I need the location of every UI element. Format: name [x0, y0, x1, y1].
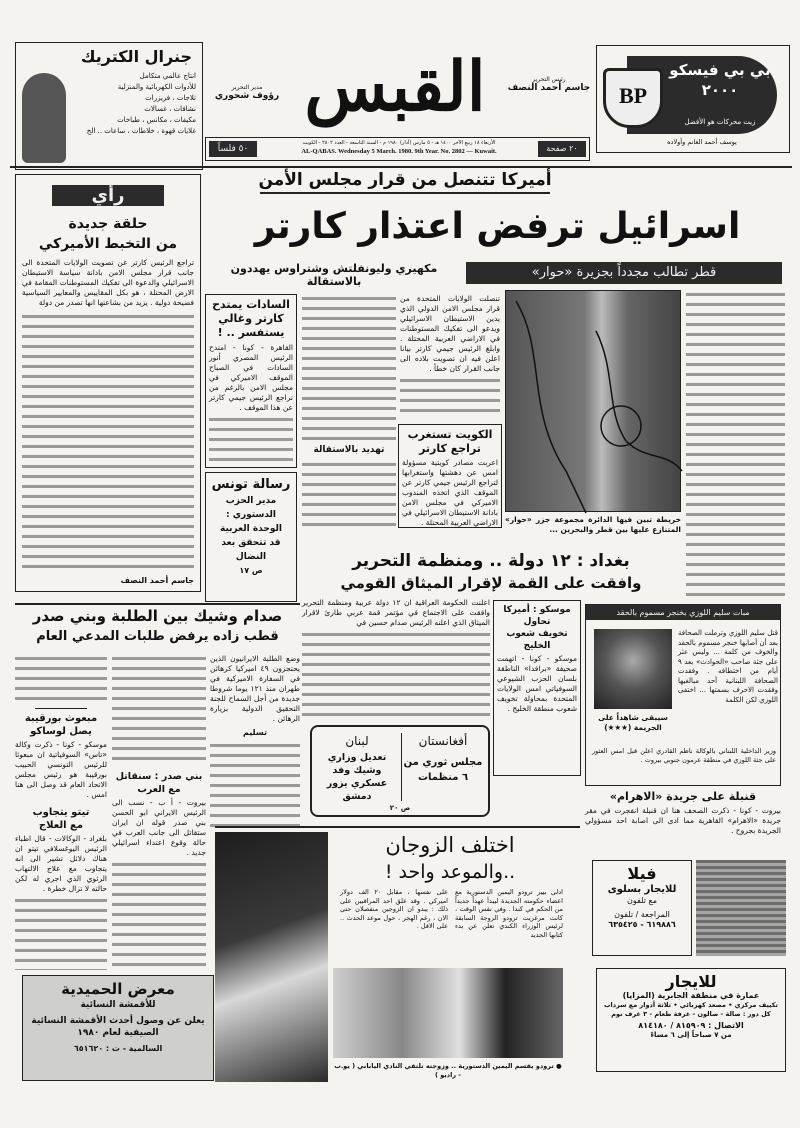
main-headline: اسرائيل ترفض اعتذار كارتر — [254, 206, 741, 247]
resign-body — [302, 460, 396, 528]
box-page-ref[interactable]: ص ٢٠ — [389, 804, 411, 812]
baghdad-body: اعلنت الحكومة العراقية ان ١٢ دولة عربية ومنظمة التحرير وافقت على الاجتماع في مؤتمر قمة عربي طارئ لاقرار الميثاق الذي اعلنه الرئيس صدام حسين في — [302, 598, 490, 627]
tunis-line: الدستوري : — [226, 510, 276, 520]
map-image — [505, 290, 681, 512]
sadat-body: القاهرة - كونا - امتدح الرئيس المصري أنور السادات في الصباح الموقف الاميركي في مجلس الامن بالرغم من تراجع الرئيس جيمي كارتر عن هذا الموقف . — [209, 343, 293, 412]
lease-phones: الاتصال : ٨١٥٩٠٩ / ٨١٤١٨٠ — [638, 1021, 744, 1030]
middle-left-column — [112, 654, 206, 970]
villa-line-2: مع تلفون — [626, 896, 657, 905]
ge-mascot-icon — [22, 73, 66, 163]
managing-editor-label: مدير التحرير — [231, 84, 263, 91]
lawzi-photo-caption: سيبقى شاهداً على الجريمة (★★★) — [598, 713, 668, 732]
kicker-headline: أميركا تتنصل من قرار مجلس الأمن — [258, 170, 552, 190]
couple-body-2: على نفسها ، مقابل ٢٠ الف دولار اميركي . وقد علق احد المراقبين على ذلك : يبدو ان الزوجين منفصلان حتى الان ، رغم الهجر ، حول موعد الحدث .. على الاقل . — [340, 888, 449, 930]
couple-body-1: ادلى بيير ترودو اليمين الدستورية مع اعضاء حكومته الجديدة ليبدأ عهداً جديداً من الحكم في كندا . وفي نفس الوقت ، كانت مرغريت ترودو الزوجة السابقة لرئيس الوزراء الكندي تعلن عن بدء كتابها الجديد — [455, 888, 563, 939]
editorial-box — [15, 174, 201, 592]
saddam-col-3 — [15, 654, 107, 704]
kuwait-headline-2: تراجع كارتر — [419, 442, 481, 455]
sadat-story — [205, 294, 297, 468]
editorial-label: رأي — [52, 185, 164, 206]
villa-contact-label: المراجعة / تلفون — [614, 910, 670, 919]
newspaper-logo: القبس — [304, 47, 486, 127]
lease-title: للايجار — [665, 972, 717, 991]
bourguiba-body: موسكو - كونا - ذكرت وكالة «تاس» السوفياتية ان مبعوثا للرئيس التونسي الحبيب بورقيبة هو رئيس مجلس الاتحاد العام قد وصل الى هنا امس . — [15, 740, 107, 799]
bourguiba-headline-2: يصل لوساكو — [30, 726, 92, 737]
ad-villa — [592, 860, 692, 956]
qatar-banner: قطر تطالب مجدداً بجزيرة «حوار» — [466, 262, 782, 284]
saddam-col-4 — [112, 654, 206, 764]
price-badge: ٥٠ فلساً — [209, 141, 257, 157]
hamidiya-line-1: يعلن عن وصول أحدث الأقمشة النسائية — [31, 1016, 205, 1026]
ad-ge-line: نشافات ، غسالات — [144, 105, 196, 113]
managing-editor-name: رؤوف شحوري — [214, 91, 280, 101]
tunis-line: الوحدة العربية — [220, 524, 282, 534]
tunis-box — [205, 472, 297, 602]
trudeau-photo — [333, 968, 563, 1058]
ad-ge-line: غلايات قهوة ، خلاطات ، ساعات .. الخ — [86, 127, 196, 135]
sadat-body-continued — [209, 415, 293, 464]
afghan-lebanon-box — [310, 725, 490, 817]
bp-shield-logo: BP — [603, 68, 663, 128]
managing-editor — [208, 84, 286, 101]
hamidiya-line-2: الصيفية لعام ١٩٨٠ — [77, 1028, 159, 1038]
lease-line-2: تكييف مركزي • مصعد كهربائي • ثلاثة أدوار مع سرداب — [604, 1001, 778, 1009]
saddam-col-2 — [210, 741, 300, 828]
surrender-subhead: تسليم — [243, 728, 267, 737]
left-column — [15, 654, 107, 970]
baghdad-headline-1: بغداد : ١٢ دولة .. ومنظمة التحرير — [352, 551, 630, 571]
baghdad-headline-2: وافقت على القمة لإقرار الميثاق القومي — [340, 574, 642, 592]
afghanistan-title: أفغانستان — [418, 734, 468, 748]
couple-headline-1: اختلف الزوجان — [385, 833, 515, 857]
editor-in-chief — [505, 76, 593, 93]
lawzi-photo — [594, 629, 672, 709]
hamidiya-title: معرض الحميدية — [61, 980, 175, 998]
ad-ge-line: مكيفات ، مكانس ، طباخات — [117, 116, 196, 124]
dateline-bar — [205, 137, 590, 161]
villa-phones: ٦١٩٨٨٦ - ٦٣٥٤٢٥ — [608, 920, 676, 929]
kuwait-headline-1: الكويت تستغرب — [407, 428, 493, 441]
saddam-headline-2: قطب زاده يرفض طلبات المدعي العام — [36, 629, 279, 644]
lawzi-banner: مبات سليم اللوزي بخنجر مسموم بالحقد — [586, 605, 780, 620]
tunis-line: النضال — [235, 552, 267, 562]
banisadr-headline-1: بني صدر : سنقاتل — [115, 771, 203, 782]
subheadline: مكهيري وليونفلتش وشتراوس يهددون بالاستقالة — [230, 262, 438, 288]
lease-line-3: كل دور : صالة - صالون - غرفة طعام - ٣ غرف نوم — [611, 1009, 771, 1018]
editorial-title-1: حلقة جديدة — [68, 216, 148, 232]
ahram-body: بيروت - كونا - ذكرت الصحف هنا ان قنبلة انفجرت في مقر جريدة «الاهرام» القاهرية مما ادى الى اصابة احد مسؤولي الجريدة بجروح . — [585, 806, 781, 835]
tito-body-continued — [15, 896, 107, 970]
section-rule — [15, 603, 300, 605]
couple-headline-2: ..والموعد واحد ! — [384, 861, 516, 883]
baghdad-story — [302, 598, 490, 720]
lead-story-body: تنصلت الولايات المتحدة من قرار مجلس الامن الدولي الذي يدين الاستيطان الاسرائيلي ويدعو الى تفكيك المستوطنات في الاراضي العربية المحتلة . وابلغ الرئيس جيمي كارتر بيانا اعلن فيه ان تصويت بلاده الى جانب القرار كان خطأ . — [400, 294, 500, 373]
ahram-headline: قنبلة على جريدة «الاهرام» — [609, 790, 757, 803]
saddam-headline-1: صدام وشيك بين الطلبة وبني صدر — [32, 607, 283, 625]
tunis-page-ref[interactable]: ص ١٧ — [239, 566, 263, 575]
editor-in-chief-name: جاسم أحمد النصف — [507, 83, 591, 93]
ad-dark-notice — [696, 860, 786, 956]
lead-story-continued — [400, 376, 500, 418]
ad-bp — [596, 45, 790, 153]
lawzi-note: وزير الداخلية اللبناني بالوكالة ناظم القادري اعلن قبل امس العثور على جثة اللوزي في منطقة عرمون جنوبي بيروت . — [592, 747, 776, 764]
editorial-signature: جاسم أحمد النصف — [120, 576, 194, 585]
tito-headline-2: مع العلاج — [38, 820, 84, 831]
section-rule — [35, 708, 87, 709]
lead-story — [400, 294, 500, 418]
hamidiya-phone: السالمية - ت : ٦٥١٦٢٠ — [73, 1044, 163, 1053]
date-english: AL-QABAS. Wednesday 5 March. 1980. 9th Year. No. 2802 — Kuwait. — [301, 148, 497, 155]
lawzi-body: قتل سليم اللوزي وترملت الصحافة بعد أن أصابها خنجر مسموم بالحقد والخوف من كلمة ... وليس عثر على جثة صاحب «الحوادث» بعد ٩ أيام من اختطافه . وفقدت الصحافة اللبنانية أحد مبالغيها وفقدت الاحرف بسمتها ... اختفى اللوزي لكن الكلمة — [678, 629, 778, 704]
kicker-underline — [260, 192, 550, 194]
ad-ge-line: انتاج عالمي متكامل — [139, 72, 196, 80]
qatar-story-body — [686, 290, 785, 598]
hamidiya-subtitle: للأقمشة النسائية — [80, 1000, 156, 1010]
moscow-headline-2: تخويف شعوب الخليج — [506, 629, 568, 651]
banisadr-body-continued — [112, 860, 206, 970]
ad-ge-line: للأدوات الكهربائية والمنزلية — [117, 83, 196, 91]
resign-subhead: تهديد بالاستقالة — [313, 445, 385, 455]
kuwait-story — [398, 424, 502, 528]
moscow-headline-1: موسكو : أميركا تحاول — [503, 605, 571, 627]
map-coastline — [506, 291, 682, 513]
banisadr-headline-2: مع العرب — [137, 784, 181, 795]
saddam-body: وضع الطلبة الايرانيون الذين يحتجزون ٤٩ اميركيا كرهائن في السفارة الاميركية في طهران منذ ١٢١ يوما شروطا جديدة من أجل السماح للجنة التحقيق الدولية بزيارة الرهائن . — [210, 654, 300, 723]
lawzi-box — [585, 604, 781, 786]
photo-caption: ● ترودو يقسم اليمين الدستورية .. وزوجته تلتقي النادي الياباني ( يو.ب - راديو ) — [334, 1062, 562, 1079]
saddam-story-column — [210, 654, 300, 828]
lease-hours: من ٧ صباحاً إلى ٦ مساءً — [650, 1031, 732, 1039]
afghanistan-body: مجلس ثوري من ٦ منظمات — [403, 757, 483, 783]
bp-tagline: زيت محركات هو الأفضل — [684, 118, 756, 126]
baghdad-body-continued — [302, 630, 490, 720]
page-count-badge: ٢٠ صفحة — [538, 141, 586, 157]
villa-title: فيلا — [627, 864, 657, 883]
ad-ge-title: جنرال الكتريك — [80, 47, 192, 66]
sadat-headline: السادات يمتدح كارتر وغالي يستفسر .. ! — [212, 298, 290, 339]
lease-line-1: عمارة في منطقة الجابرية (المزايا) — [622, 991, 760, 1000]
ad-general-electric — [15, 42, 203, 170]
villa-line-1: للايجار بسلوى — [607, 884, 677, 895]
kuwait-body: اعربت مصادر كويتية مسؤولة امس عن دهشتها واستغرابها لتراجع الرئيس جيمي كارتر عن الموقف الذي اتخذه المندوب الاميركي في مجلس الامن بادانة الاستيطان الاسرائيلي في الاراضي العربية المحتلة . — [402, 458, 498, 527]
tunis-title: رسالة تونس — [211, 477, 291, 492]
map-caption: خريطة تبين فيها الدائرة مجموعة جزر «حوار» المتنازع عليها بين قطر والبحرين ... — [505, 515, 681, 534]
tunis-line: مدير الحزب — [225, 496, 277, 506]
moscow-story — [493, 600, 581, 776]
editorial-body: تراجع الرئيس كارتر عن تصويت الولايات المتحدة الى جانب قرار مجلس الامن بادانة سياسة الاستيطان الاسرائيلي والدعوة الى تفكيك المستوطنات المقامة في الارض المحتلة ، هو بكل المقاييس والمعايير السياسية فضيحة دولية . يزيد من بشاعتها انها تصدر من دولة — [22, 258, 194, 307]
editorial-body-continued — [22, 312, 194, 572]
box-divider — [401, 733, 402, 801]
ad-hamidiya — [22, 975, 214, 1081]
editorial-title-2: من التخبط الأميركي — [38, 236, 178, 252]
tito-headline-1: تيتو يتجاوب — [32, 807, 90, 818]
lebanon-body: تعديل وزاري وشيك وفد عسكري يزور دمشق — [326, 752, 388, 802]
moscow-body: موسكو - كونا - اتهمت صحيفة «برافدا» الناطقة بلسان الحزب الشيوعي السوفياتي امس الولايات المتحدة بمحاولة تخويف شعوب منطقة الخليج . — [497, 654, 577, 713]
woman-photo — [215, 832, 328, 1082]
lebanon-title: لبنان — [345, 734, 369, 748]
bourguiba-headline-1: مبعوث بورقيبة — [24, 713, 98, 724]
editor-in-chief-label: رئيس التحرير — [532, 76, 566, 83]
masthead-rule — [10, 166, 792, 168]
ad-lease — [596, 968, 786, 1072]
tunis-line: قد تتحقق بعد — [221, 538, 281, 548]
tito-body: بلغراد - الوكالات - قال اطباء الرئيس اليوغسلافي تيتو ان هناك دلائل تشير الى انه يتجاوب مع علاج الالتهاب الرئوي الذي اجري له لكن حالته لا تزال خطرة . — [15, 834, 107, 893]
banisadr-body: بيروت - أ ب - نسب الى الرئيس الايراني ابو الحسن بني صدر قوله ان ايران ستقاتل الى جانب العرب في حالة وقوع اعتداء اسرائيلي جديد . — [112, 798, 206, 857]
bp-dealer: يوسف أحمد الغانم وأولاده — [667, 138, 737, 146]
ad-ge-line: ثلاجات ، فريزرات — [145, 94, 196, 102]
lead-story-column-2 — [302, 294, 396, 440]
date-arabic: الأربعاء ١٨ ربيع الآخر ١٤٠٠ هـ - ٥ مارس (آذار) ١٩٨٠ م - السنة التاسعة - العدد ٢٨٠٢ - الكويت — [302, 140, 496, 146]
bp-title: بي بي فيسكو ٢٠٠٠ — [669, 61, 771, 99]
section-rule — [215, 826, 580, 828]
